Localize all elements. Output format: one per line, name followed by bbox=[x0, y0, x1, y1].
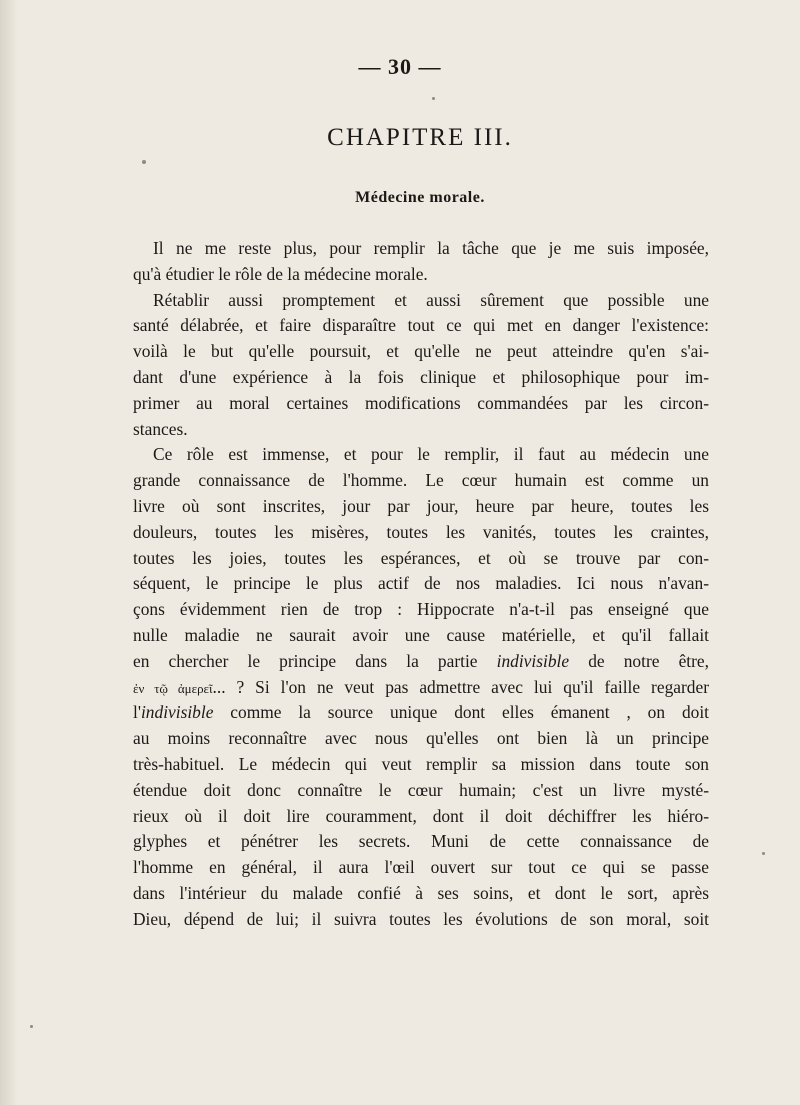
text-line bbox=[133, 649, 709, 675]
text-line bbox=[133, 778, 709, 804]
text-run: livre où sont inscrites, jour par jour, heure par heure, toutes les bbox=[133, 495, 709, 516]
page-number: — 30 — bbox=[358, 54, 442, 79]
text-line bbox=[133, 417, 709, 443]
text-run: santé délabrée, et faire disparaître tout ce qui met en danger l'existence: bbox=[133, 315, 709, 336]
text-line bbox=[133, 597, 709, 623]
text-run: rieux où il doit lire couramment, dont il doit déchiffrer les hiéro- bbox=[133, 805, 709, 826]
text-line bbox=[133, 520, 709, 546]
text-run: glyphes et pénétrer les secrets. Muni de cette connaissance de bbox=[133, 831, 709, 852]
text-run: l' bbox=[133, 702, 141, 723]
text-run: étendue doit donc connaître le cœur humain; c'est un livre mysté- bbox=[133, 779, 709, 800]
text-line bbox=[133, 829, 709, 855]
chapter-title: CHAPITRE III. bbox=[327, 124, 513, 151]
paper-speck bbox=[30, 1025, 33, 1028]
text-line bbox=[133, 339, 709, 365]
text-line bbox=[133, 675, 709, 701]
text-run: primer au moral certaines modifications commandées par les circon- bbox=[133, 392, 709, 413]
text-run: au moins reconnaître avec nous qu'elles ont bien là un principe bbox=[133, 728, 709, 749]
text-line bbox=[133, 804, 709, 830]
text-line bbox=[133, 288, 709, 314]
text-line bbox=[133, 365, 709, 391]
text-line bbox=[133, 313, 709, 339]
text-line bbox=[133, 571, 709, 597]
text-run: dant d'une expérience à la fois clinique et philosophique pour im- bbox=[133, 366, 709, 387]
greek-text: ἐν τῷ ἀμερεῖ bbox=[133, 680, 213, 696]
text-line bbox=[133, 546, 709, 572]
text-run: grande connaissance de l'homme. Le cœur humain est comme un bbox=[133, 470, 709, 491]
text-line bbox=[133, 907, 709, 933]
text-line bbox=[133, 391, 709, 417]
paper-speck bbox=[432, 97, 435, 100]
text-line bbox=[133, 700, 709, 726]
italic-text: indivisible bbox=[140, 702, 214, 723]
body-text bbox=[133, 236, 709, 933]
text-line bbox=[133, 752, 709, 778]
text-run: de notre être, bbox=[569, 650, 709, 671]
text-run: nulle maladie ne saurait avoir une cause matérielle, et qu'il fallait bbox=[133, 624, 709, 645]
text-line bbox=[133, 262, 709, 288]
text-run: douleurs, toutes les misères, toutes les vanités, toutes les craintes, bbox=[133, 521, 709, 542]
page-edge-shadow bbox=[0, 0, 18, 1105]
text-run: Dieu, dépend de lui; il suivra toutes les évolutions de son moral, soit bbox=[133, 908, 709, 929]
italic-text: indivisible bbox=[496, 650, 570, 671]
text-run: en chercher le principe dans la partie bbox=[133, 650, 497, 671]
text-run: comme la source unique dont elles émanent , on doit bbox=[213, 702, 709, 723]
text-run: l'homme en général, il aura l'œil ouvert sur tout ce qui se passe bbox=[133, 857, 709, 878]
text-line bbox=[133, 623, 709, 649]
text-line bbox=[133, 881, 709, 907]
text-run: Ce rôle est immense, et pour le remplir, il faut au médecin une bbox=[153, 444, 709, 465]
paper-speck bbox=[762, 852, 765, 855]
section-title: Médecine morale. bbox=[355, 189, 485, 206]
text-run: très-habituel. Le médecin qui veut remplir sa mission dans toute son bbox=[133, 753, 709, 774]
text-run: stances. bbox=[133, 418, 188, 439]
text-run: ... ? Si l'on ne veut pas admettre avec lui qu'il faille regarder bbox=[212, 676, 709, 697]
text-line bbox=[133, 855, 709, 881]
text-run: toutes les joies, toutes les espérances, et où se trouve par con- bbox=[133, 547, 709, 568]
text-line bbox=[133, 468, 709, 494]
text-run: séquent, le principe le plus actif de nos maladies. Ici nous n'avan- bbox=[133, 573, 709, 594]
text-line bbox=[133, 494, 709, 520]
text-line bbox=[133, 236, 709, 262]
text-line bbox=[133, 726, 709, 752]
text-run: çons évidemment rien de trop : Hippocrate n'a-t-il pas enseigné que bbox=[133, 599, 709, 620]
text-run: voilà le but qu'elle poursuit, et qu'elle ne peut atteindre qu'en s'ai- bbox=[133, 341, 709, 362]
text-run: qu'à étudier le rôle de la médecine morale. bbox=[133, 263, 428, 284]
text-line bbox=[133, 442, 709, 468]
text-run: Il ne me reste plus, pour remplir la tâche que je me suis imposée, bbox=[153, 238, 709, 258]
text-run: Rétablir aussi promptement et aussi sûrement que possible une bbox=[153, 289, 709, 310]
text-run: dans l'intérieur du malade confié à ses soins, et dont le sort, après bbox=[133, 882, 709, 903]
paper-speck bbox=[142, 160, 146, 164]
